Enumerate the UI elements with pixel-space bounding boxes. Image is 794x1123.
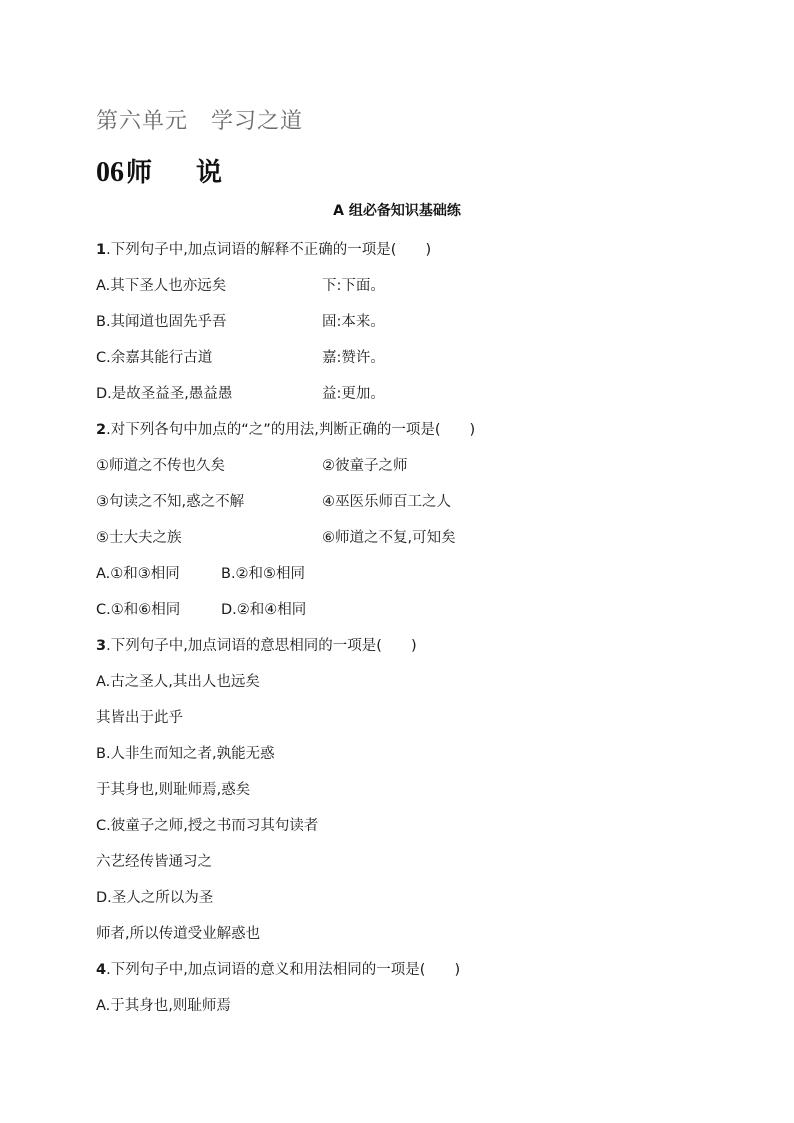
q2-item-1: ①师道之不传也久矣 — [96, 458, 225, 474]
q2-item-4: ④巫医乐师百工之人 — [322, 494, 451, 510]
lesson-number: 06 — [96, 157, 124, 188]
question-text: .下列句子中,加点词语的意义和用法相同的一项是( ) — [106, 962, 461, 978]
q1-option-b: B.其闻道也固先乎吾 — [96, 314, 227, 330]
lesson-title-char-2: 说 — [196, 158, 223, 188]
question-number: 4 — [96, 962, 107, 978]
question-text: .对下列各句中加点的“之”的用法,判断正确的一项是( ) — [106, 422, 476, 438]
q3-option-d-line-1: D.圣人之所以为圣 — [96, 890, 214, 906]
q3-option-c-line-2: 六艺经传皆通习之 — [96, 854, 212, 870]
q1-option-a-gloss: 下:下面。 — [322, 278, 385, 294]
question-number: 2 — [96, 422, 107, 438]
q2-choice-c: C.①和⑥相同 — [96, 602, 181, 618]
question-4-stem — [96, 958, 460, 979]
q3-option-b-line-2: 于其身也,则耻师焉,惑矣 — [96, 782, 251, 798]
question-3-stem — [96, 634, 417, 655]
question-text: .下列句子中,加点词语的解释不正确的一项是( ) — [106, 242, 432, 258]
question-number: 1 — [96, 242, 107, 258]
q2-item-2: ②彼童子之师 — [322, 458, 408, 474]
q2-item-5: ⑤士大夫之族 — [96, 530, 182, 546]
question-number: 3 — [96, 638, 107, 654]
lesson-title-char-1: 师 — [126, 158, 153, 188]
q1-option-a: A.其下圣人也亦远矣 — [96, 278, 227, 294]
q1-option-d: D.是故圣益圣,愚益愚 — [96, 386, 233, 402]
q3-option-d-line-2: 师者,所以传道受业解惑也 — [96, 926, 261, 942]
q3-option-a-line-1: A.古之圣人,其出人也远矣 — [96, 674, 260, 690]
q2-item-3: ③句读之不知,惑之不解 — [96, 494, 245, 510]
q3-option-b-line-1: B.人非生而知之者,孰能无惑 — [96, 746, 275, 762]
unit-title: 第六单元 学习之道 — [96, 109, 304, 134]
lesson-title — [96, 152, 222, 189]
q2-choice-d: D.②和④相同 — [221, 602, 307, 618]
q1-option-b-gloss: 固:本来。 — [322, 314, 385, 330]
q3-option-c-line-1: C.彼童子之师,授之书而习其句读者 — [96, 818, 319, 834]
question-text: .下列句子中,加点词语的意思相同的一项是( ) — [106, 638, 417, 654]
q1-option-c-gloss: 嘉:赞许。 — [322, 350, 385, 366]
q3-option-a-line-2: 其皆出于此乎 — [96, 710, 183, 726]
section-title: A 组必备知识基础练 — [333, 203, 461, 219]
q2-item-6: ⑥师道之不复,可知矣 — [322, 530, 456, 546]
q4-option-a-line-1: A.于其身也,则耻师焉 — [96, 998, 231, 1014]
q1-option-d-gloss: 益:更加。 — [322, 386, 385, 402]
question-2-stem — [96, 418, 475, 439]
question-1-stem — [96, 238, 431, 259]
q2-choice-a: A.①和③相同 — [96, 566, 180, 582]
q1-option-c: C.余嘉其能行古道 — [96, 350, 213, 366]
q2-choice-b: B.②和⑤相同 — [221, 566, 306, 582]
